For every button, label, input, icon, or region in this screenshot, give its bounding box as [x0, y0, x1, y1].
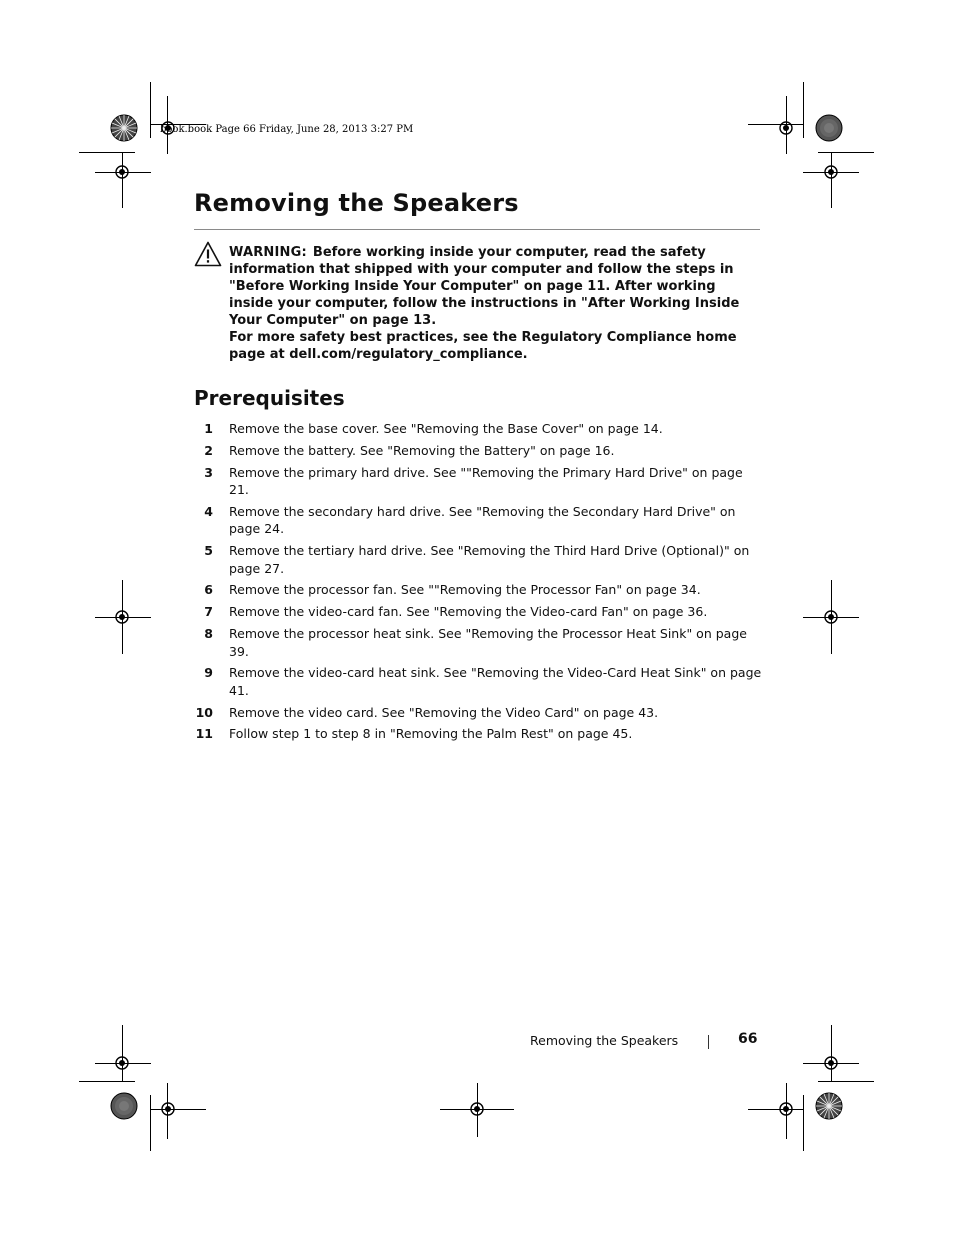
step-text: Remove the processor fan. See ""Removing the Processor Fan" on page 34. [229, 582, 701, 598]
crop-mark [79, 152, 135, 153]
step-number: 11 [195, 726, 213, 742]
warning-paragraph [229, 244, 764, 329]
crop-mark [150, 82, 151, 138]
registration-target-icon [466, 1098, 488, 1120]
step-number: 8 [204, 626, 213, 642]
step-text: Remove the battery. See "Removing the Battery" on page 16. [229, 442, 615, 458]
crop-mark [803, 1095, 804, 1151]
footer-chapter-title: Removing the Speakers [530, 1033, 679, 1048]
step-text: Remove the processor heat sink. See "Removing the Processor Heat Sink" on page 39. [229, 626, 747, 659]
step-number: 6 [204, 582, 213, 598]
registration-target-icon [775, 117, 797, 139]
step-number: 5 [204, 543, 213, 559]
step-number: 10 [195, 704, 213, 720]
list-item [194, 664, 764, 699]
list-item [194, 704, 764, 722]
warning-triangle-icon [194, 241, 222, 267]
list-item [194, 625, 764, 660]
list-item [194, 503, 764, 538]
title-divider [194, 229, 760, 230]
list-item [194, 581, 764, 599]
registration-target-icon [820, 1052, 842, 1074]
starburst-mark-icon [110, 114, 138, 142]
section-title-prerequisites: Prerequisites [194, 386, 345, 410]
step-text: Remove the tertiary hard drive. See "Removing the Third Hard Drive (Optional)" on page 27. [229, 543, 750, 576]
footer-separator [708, 1035, 709, 1049]
list-item [194, 603, 764, 621]
starburst-mark-icon [815, 1092, 843, 1120]
crop-mark [818, 1081, 874, 1082]
warning-text: Before working inside your computer, read the safety information that shipped with your computer and follow the steps in "Before Working Inside Your Computer" on page 11. After working inside your computer, follow the instructions in "After Working Inside Your Computer" on page 13. [229, 245, 740, 328]
step-text: Remove the video-card heat sink. See "Removing the Video-Card Heat Sink" on page 41. [229, 665, 762, 698]
registration-target-icon [775, 1098, 797, 1120]
list-item [194, 420, 764, 438]
page-title: Removing the Speakers [194, 189, 519, 217]
step-number: 3 [204, 464, 213, 480]
step-number: 9 [204, 665, 213, 681]
registration-target-icon [111, 1052, 133, 1074]
registration-target-icon [111, 161, 133, 183]
warning-paragraph: For more safety best practices, see the Regulatory Compliance home page at dell.com/regulatory_compliance. [229, 330, 737, 362]
print-slug-line: book.book Page 66 Friday, June 28, 2013 3:27 PM [160, 124, 414, 135]
prerequisites-list [194, 420, 764, 747]
registration-target-icon [820, 606, 842, 628]
warning-notice [229, 244, 764, 363]
step-number: 2 [204, 442, 213, 458]
step-number: 7 [204, 604, 213, 620]
registration-target-icon [157, 1098, 179, 1120]
step-text: Remove the video-card fan. See "Removing the Video-card Fan" on page 36. [229, 604, 708, 620]
registration-target-icon [820, 161, 842, 183]
registration-target-icon [111, 606, 133, 628]
starburst-mark-icon [815, 114, 843, 142]
starburst-mark-icon [110, 1092, 138, 1120]
warning-label: WARNING: [229, 245, 307, 260]
list-item [194, 442, 764, 460]
list-item [194, 725, 764, 743]
step-text: Remove the base cover. See "Removing the Base Cover" on page 14. [229, 421, 663, 436]
step-text: Follow step 1 to step 8 in "Removing the Palm Rest" on page 45. [229, 726, 633, 742]
crop-mark [79, 1081, 135, 1082]
crop-mark [803, 82, 804, 138]
page-number: 66 [738, 1031, 758, 1047]
step-number: 4 [204, 503, 213, 519]
list-item [194, 464, 764, 499]
step-text: Remove the primary hard drive. See ""Removing the Primary Hard Drive" on page 21. [229, 464, 743, 498]
step-text: Remove the video card. See "Removing the Video Card" on page 43. [229, 704, 659, 720]
crop-mark [150, 1095, 151, 1151]
crop-mark [818, 152, 874, 153]
step-number: 1 [204, 421, 213, 436]
step-text: Remove the secondary hard drive. See "Removing the Secondary Hard Drive" on page 24. [229, 503, 736, 537]
list-item [194, 542, 764, 577]
